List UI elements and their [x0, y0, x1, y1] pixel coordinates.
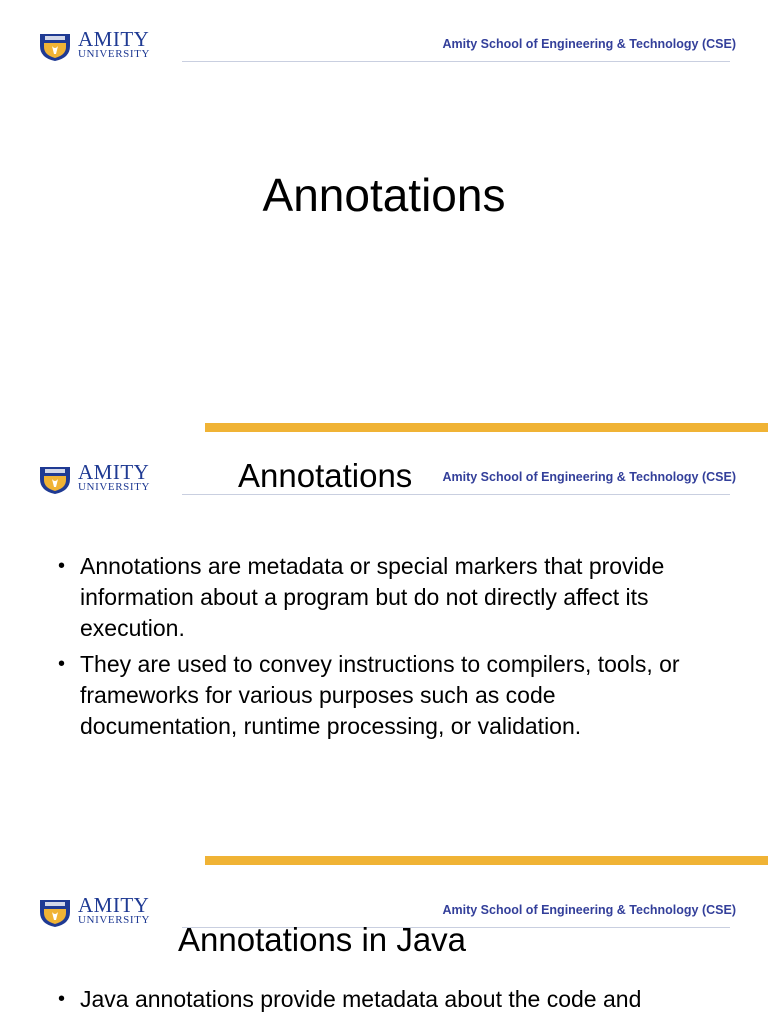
amity-logo [38, 893, 168, 928]
bullet-dot-icon: • [58, 988, 66, 1010]
school-name: Amity School of Engineering & Technology (CSE) [442, 37, 736, 51]
header-divider [182, 61, 730, 62]
bullet-text: They are used to convey instructions to compilers, tools, or frameworks for various purposes such as code documentation, runtime processing, or validation. [80, 651, 680, 739]
logo-wordmark: AMITY [78, 27, 150, 51]
slide-1 [0, 0, 768, 433]
amity-shield-icon [38, 896, 72, 928]
slide-title: Annotations [262, 169, 506, 221]
logo-subtitle: UNIVERSITY [78, 48, 150, 60]
logo-subtitle: UNIVERSITY [78, 481, 150, 493]
bullet-dot-icon: • [58, 555, 66, 577]
slide-3 [0, 866, 768, 1024]
amity-logo [38, 460, 168, 495]
bullet-list [58, 551, 718, 747]
accent-bar [205, 423, 768, 432]
bullet-list [58, 984, 718, 1020]
bullet-dot-icon: • [58, 653, 66, 675]
amity-shield-icon [38, 463, 72, 495]
amity-logo [38, 27, 168, 62]
bullet-item [58, 984, 718, 1015]
bullet-item [58, 551, 718, 644]
school-name: Amity School of Engineering & Technology (CSE) [442, 470, 736, 484]
logo-wordmark: AMITY [78, 460, 150, 484]
logo-wordmark: AMITY [78, 893, 150, 917]
slide-2 [0, 433, 768, 866]
logo-subtitle: UNIVERSITY [78, 914, 150, 926]
amity-shield-icon [38, 30, 72, 62]
bullet-text: Java annotations provide metadata about the code and [80, 986, 642, 1012]
slide-title: Annotations in Java [178, 921, 467, 958]
school-name: Amity School of Engineering & Technology (CSE) [442, 903, 736, 917]
header-divider [182, 494, 730, 495]
bullet-text: Annotations are metadata or special markers that provide information about a program but do not directly affect its execution. [80, 553, 665, 641]
accent-bar [205, 856, 768, 865]
slide-title: Annotations [238, 457, 413, 494]
bullet-item [58, 649, 718, 742]
